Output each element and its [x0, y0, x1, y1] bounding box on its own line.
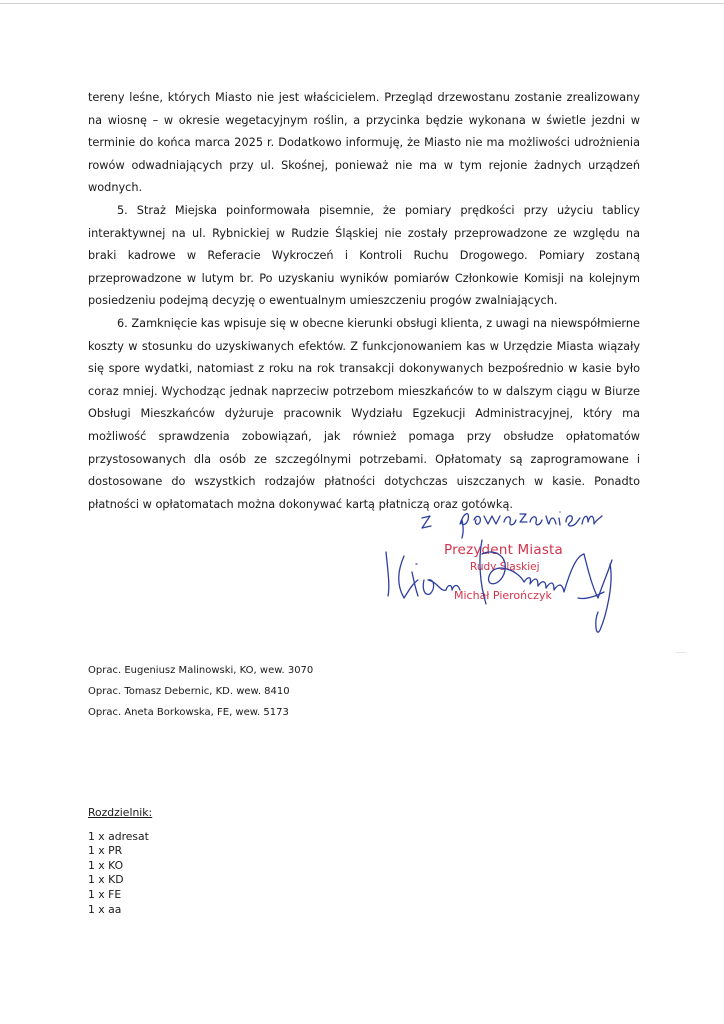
distribution-item: 1 x adresat — [88, 829, 149, 843]
stamp-name: Michał Pierończyk — [454, 589, 552, 602]
paragraph-point-5: 5. Straż Miejska poinformowała pisemnie, że pomiary prędkości przy użyciu tablicy interaktywnej na ul. Rybnickiej w Rudzie Śląskiej nie zostały przeprowadzone ze względu na braki kadrowe w Referacie Wykroczeń i Kontroli Ruchu Drogowego. Pomiary zostaną przeprowadzone w lutym br. Po uzyskaniu wyników pomiarów Członkowie Komisji na kolejnym posiedzeniu podejmą decyzję o ewentualnym umieszczeniu progów zwalniających. — [88, 203, 640, 308]
paragraph-continuation: tereny leśne, których Miasto nie jest właścicielem. Przegląd drzewostanu zostanie zrealizowany na wiosnę – w okresie wegetacyjnym roślin, a przycinka będzie wykonana w świetle jezdni w terminie do końca marca 2025 r. Dodatkowo informuję, że Miasto nie ma możliwości udrożnienia rowów odwadniających przy ul. Skośnej, ponieważ nie ma w tym rejonie żadnych urządzeń wodnych. — [88, 91, 640, 195]
distribution-item: 1 x KO — [88, 858, 124, 872]
signature-block — [378, 500, 638, 660]
scan-edge-line — [0, 3, 724, 4]
prepared-by-list — [88, 660, 313, 723]
handwritten-signature — [378, 500, 638, 660]
paragraph-point-6: 6. Zamknięcie kas wpisuje się w obecne kierunki obsługi klienta, z uwagi na niewspółmierne koszty w stosunku do uzyskiwanych efektów. Z funkcjonowaniem kas w Urzędzie Miasta wiązały się spore wydatki, natomiast z roku na rok transakcji dokonywanych bezpośrednio w kasie było coraz mniej. Wychodząc jednak naprzeciw potrzebom mieszkańców to w dalszym ciągu w Biurze Obsługi Mieszkańców dyżuruje pracownik Wydziału Egzekucji Administracyjnej, który ma możliwość sprawdzenia zobowiązań, jak również pomaga przy obsłudze opłatomatów przystosowanych dla osób ze szczególnymi potrzebami. Opłatomaty są zaprogramowane i dostosowane do wszystkich rodzajów płatności dotychczas uiszczanych w kasie. Ponadto płatności w opłatomatach można dokonywać kartą płatniczą oraz gotówką. — [88, 316, 640, 511]
distribution-item: 1 x KD — [88, 873, 124, 887]
scan-mark — [676, 652, 686, 653]
prepared-by-line: Oprac. Aneta Borkowska, FE, wew. 5173 — [88, 707, 289, 718]
letter-body — [88, 87, 640, 516]
prepared-by-line: Oprac. Tomasz Debernic, KD. wew. 8410 — [88, 686, 290, 697]
distribution-item: 1 x aa — [88, 902, 122, 916]
distribution-item: 1 x PR — [88, 844, 123, 858]
distribution-list — [88, 806, 152, 917]
distribution-title: Rozdzielnik: — [88, 806, 153, 819]
stamp-title: Prezydent Miasta — [444, 542, 564, 558]
stamp-city: Rudy Śląskiej — [470, 561, 540, 573]
distribution-item: 1 x FE — [88, 887, 122, 901]
prepared-by-line: Oprac. Eugeniusz Malinowski, KO, wew. 3070 — [88, 665, 314, 676]
